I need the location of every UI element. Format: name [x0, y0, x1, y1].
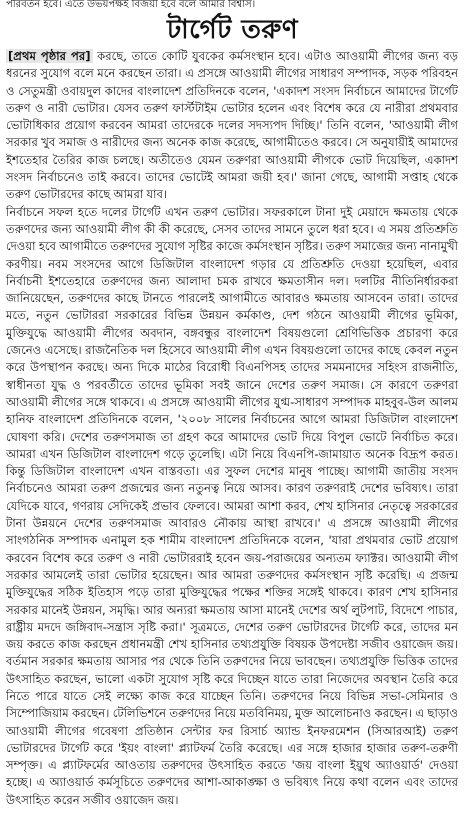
article-lead-paragraph — [6, 48, 458, 204]
article-body — [0, 48, 465, 809]
article-title: টার্গেট তরুণ — [166, 15, 299, 45]
previous-article-tail: পরিবর্তন হবে। এতে উভয়পক্ষই বিজয়ী হবে বলে আমার বিশ্বাস। — [6, 0, 256, 10]
continued-from-tag: [প্রথম পৃষ্ঠার পর] — [8, 49, 91, 63]
lead-text: করছে, তাতে কোটি যুবকের কর্মসংস্থান হবে। এটাও আওয়ামী লীগের জন্য বড় ধরনের সুযোগ বলে মনে করছেন তারা। এ প্রসঙ্গে আওয়ামী লীগের সাধারণ সম্পাদক, সড়ক পরিবহন ও সেতুমন্ত্রী ওবায়দুল কাদের বাংলাদেশ প্রতিদিনকে বলেন, 'একাদশ সংসদ নির্বাচনে আমাদের টার্গেট তরুণ ও নারী ভোটার। যেসব তরুণ ফার্স্টটাইম ভোটার হলেন এবং বিশেষ করে যে নারীরা প্রথমবার ভোটাধিকার প্রয়োগ করবেন আমরা তাদেরকে দলের সদস্যপদ দিচ্ছি।' তিনি বলেন, 'আওয়ামী লীগ সরকার খুব সমাজ ও নারীদের জন্য অনেক কাজ করেছে, আগামীতেও করবে। সে অনুযায়ীই আমাদের ইশতেহার তৈরির কাজ চলছে। অতীতেও যেমন তরুণরা আওয়ামী লীগকে ভোট দিয়েছিল, একাদশ সংসদ নির্বাচনেও তাই করবে। তাদের ভোটেই আমরা জয়ী হব।' জানা গেছে, আগামী সপ্তাহ থেকে তরুণ ভোটারদের কাছে আমরা যাব। — [6, 49, 458, 202]
article-paragraph: নির্বাচনে সফল হতে দলের টার্গেট এখন তরুণ ভোটার। সফরকালে টানা দুই মেয়াদে ক্ষমতায় থেকে তরুণদের জন্য আওয়ামী লীগ কী কী করেছে, সেসব তাদের সামনে তুলে ধরা হবে। এ সময় প্রতিশ্রুতি দেওয়া হবে আগামীতে তরুণদের সুযোগ সৃষ্টির কাজে কর্মসংস্থান সৃষ্টির। তরুণ সমাজের জন্য নানামুখী করণীয়। নবম সংসদের আগে ডিজিটাল বাংলাদেশ গড়ার যে প্রতিশ্রুতি দেওয়া হয়েছিল, এবার নির্বাচনী ইশতেহারে তরুণদের জন্য আলাদা চমক রাখবে ক্ষমতাসীন দল। দলটির নীতিনির্ধারকরা জানিয়েছেন, তরুণদের কাছে টানতে পারলেই আগামীতে আবারও ক্ষমতায় আসবেন তারা। তাদের মতে, নতুন ভোটাররা সরকারের বিভিন্ন উন্নয়ন কর্মকাণ্ড, দেশ গঠনে আওয়ামী লীগের ভূমিকা, মুক্তিযুদ্ধে আওয়ামী লীগের অবদান, বঙ্গবন্ধুর বাংলাদেশ বিষয়গুলো শ্রেণিভিত্তিক প্রচারণা করে জেনেও এসেছে। রাজনৈতিক দল হিসেবে আওয়ামী লীগ এখন বিষয়গুলো তাদের কাছে কেবল নতুন করে উপস্থাপন করছে। অন্য দিকে মাঠের বিরোধী বিএনপিসহ তাদের সমমনাদের সহিংস রাজনীতি, স্বাধীনতা যুদ্ধ ও পরবর্তীতে তাদের ভূমিকা সবই জানে দেশের তরুণ সমাজ। সে কারণে তরুণরা আওয়ামী লীগের সঙ্গে থাকবে। এ প্রসঙ্গে আওয়ামী লীগের যুগ্ম-সাধারণ সম্পাদক মাহবুব-উল আলম হানিফ বাংলাদেশ প্রতিদিনকে বলেন, '২০০৮ সালের নির্বাচনের আগে আমরা ডিজিটাল বাংলাদেশ ঘোষণা করি। দেশের তরুণসমাজ তা গ্রহণ করে আমাদের ভোট দিয়ে বিপুল ভোটে নির্বাচিত করে। আমরা এখন ডিজিটাল বাংলাদেশ গড়ে তুলেছি। এটা নিয়ে বিএনপি-জামায়াত অনেক বিদ্রূপ করত। কিন্তু ডিজিটাল বাংলাদেশ এখন বাস্তবতা। এর সুফল দেশের মানুষ পাচ্ছে। আগামী জাতীয় সংসদ নির্বাচনেও আমরা তরুণ প্রজন্মের জন্য নতুনত্ব নিয়ে আসব। কারণ তরুণরাই দেশের ভবিষ্যৎ। তারা যেদিকে যাবে, গণরায় সেদিকেই প্রভাব ফেলবে। আমরা আশা করব, শেখ হাসিনার নেতৃত্বে সরকারের টানা উন্নয়নে দেশের তরুণসমাজ আবারও নৌকায় আস্থা রাখবে।' এ প্রসঙ্গে আওয়ামী লীগের সাংগঠনিক সম্পাদক এনামুল হক শামীম বাংলাদেশ প্রতিদিনকে বলেন, 'যারা প্রথমবার ভোট প্রয়োগ করবেন বিশেষ করে তরুণ ও নারী ভোটাররাই হবেন জয়-পরাজয়ের অন্যতম ফ্যাক্টর। আওয়ামী লীগ সরকার আমলেই তারা ভোটার হয়েছেন। আর আমরা তরুণদের কর্মসংস্থান সৃষ্টি করেছি। এ প্রজন্ম মুক্তিযুদ্ধের সঠিক ইতিহাস পড়ে তারা মুক্তিযুদ্ধের পক্ষের শক্তির সঙ্গেই থাকবে। কারণ শেখ হাসিনার সরকার মানেই উন্নয়ন, সমৃদ্ধি। আর অন্যরা ক্ষমতায় আসা মানেই দেশের অর্থ লুটপাট, বিদেশে পাচার, রাষ্ট্রীয় মদদে জঙ্গিবাদ-সন্ত্রাস সৃষ্টি করা।' সূত্রমতে, দেশের তরুণ ভোটারদের টার্গেট করে, তাদের মন জয় করতে কাজ করছেন প্রধানমন্ত্রী শেখ হাসিনার তথ্যপ্রযুক্তি বিষয়ক উপদেষ্টা সজীব ওয়াজেদ জয়। বর্তমান সরকার ক্ষমতায় আসার পর থেকে তিনি তরুণদের নিয়ে ভাবছেন। তথ্যপ্রযুক্তি ভিত্তিক তাদের উৎসাহিত করছেন, ভালো একটা সুযোগ সৃষ্টি করে দিচ্ছেন যাতে তারা নিজেদের অবস্থান তৈরি করে নিতে পারে যাতে সেই লক্ষ্যে কাজ করে যাচ্ছেন তিনি। তরুণদের নিয়ে বিভিন্ন সভা-সেমিনার ও সিম্পোজিয়াম করছেন। টেলিভিশনে তরুণদের নিয়ে মতবিনিময়, মুক্ত আলোচনাও করছেন। এ ছাড়াও আওয়ামী লীগের গবেষণা প্রতিষ্ঠান সেন্টার ফর রিসার্চ অ্যান্ড ইনফরমেশন (সিআরআই) তরুণ ভোটারদের টার্গেট করে 'ইয়ং বাংলা' প্ল্যাটফর্ম তৈরি করেছে। এর সঙ্গে হাজার হাজার তরুণ-তরুণী সম্পৃক্ত। এ প্ল্যাটফর্মের আওতায় তরুণদের উৎসাহিত করতে 'জয় বাংলা ইয়ুথ অ্যাওয়ার্ড' দেওয়া হচ্ছে। এ অ্যাওয়ার্ড কর্মসূচিতে তরুণদের আশা-আকাঙ্ক্ষা ও ভবিষ্যৎ নিয়ে কথা বলেন এবং তাদের উৎসাহিত করেন সজীব ওয়াজেদ জয়। — [6, 204, 458, 807]
